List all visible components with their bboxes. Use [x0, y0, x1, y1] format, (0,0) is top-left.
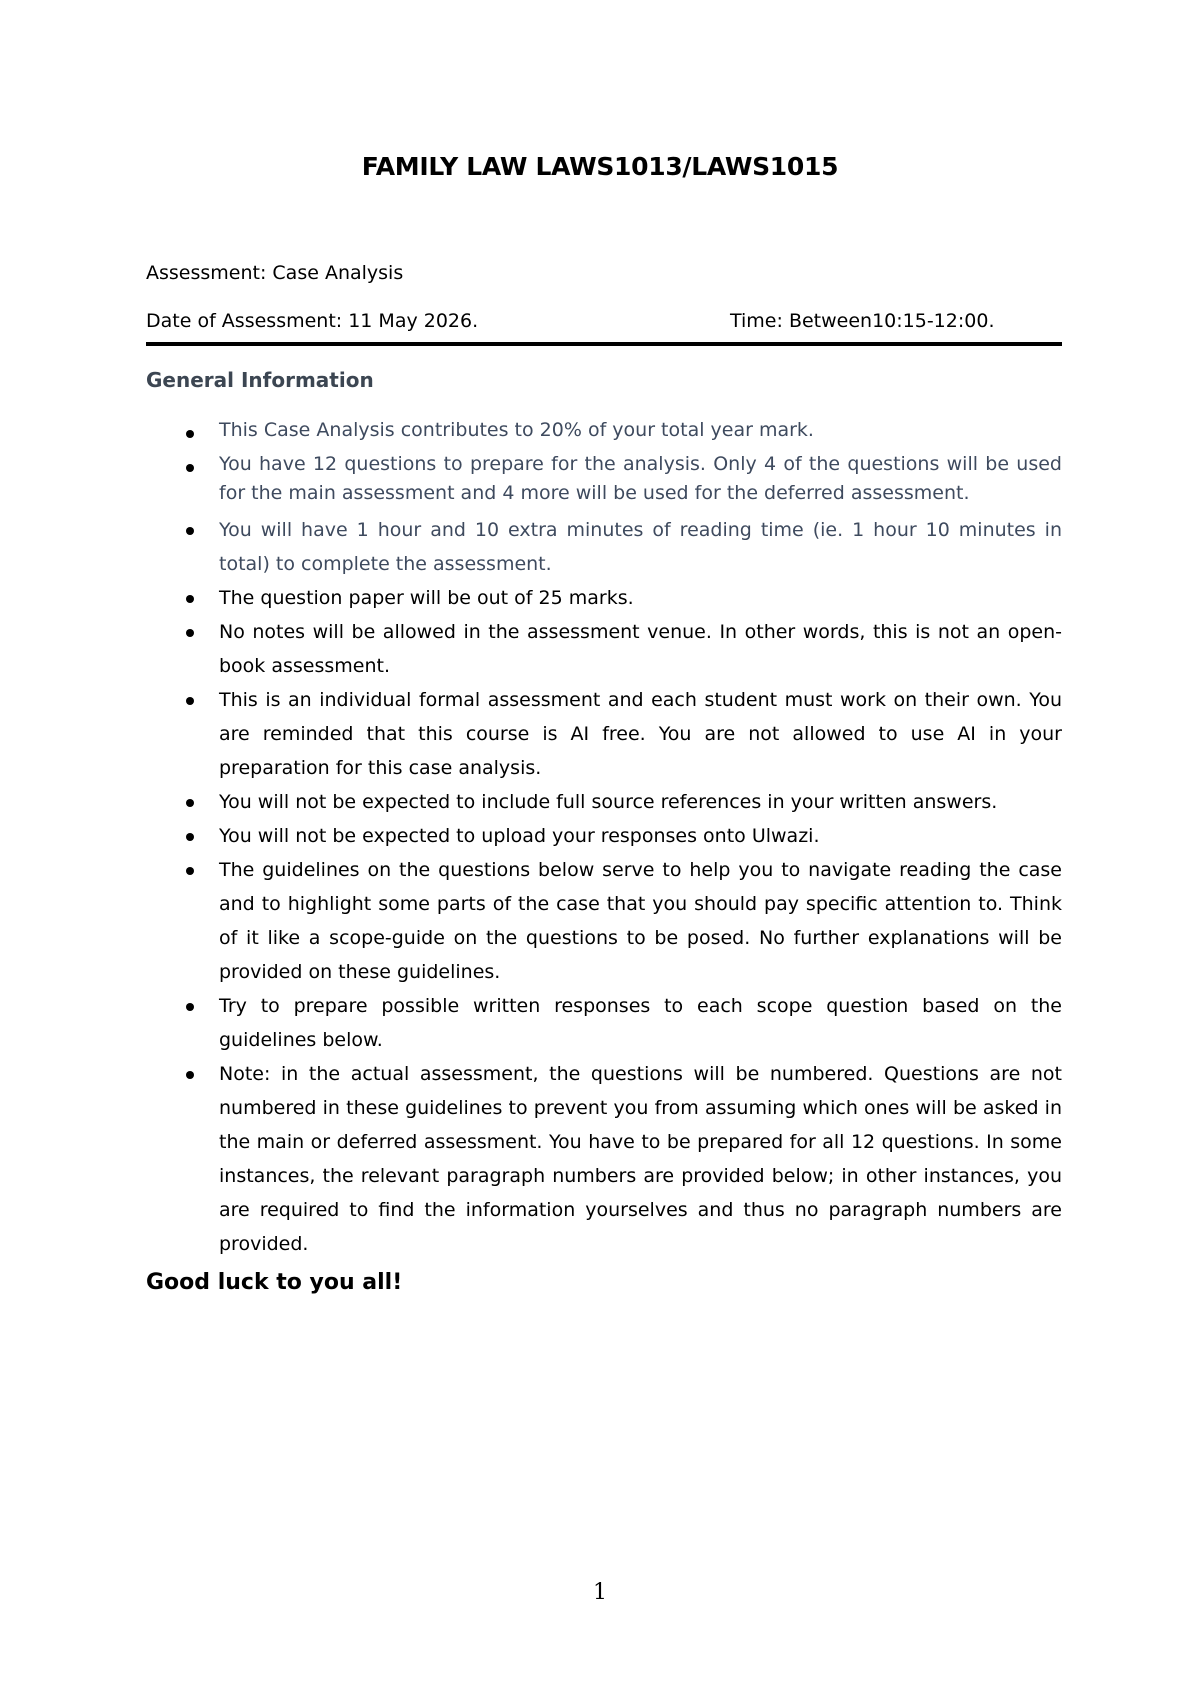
list-item-text: You will not be expected to include full source references in your written answers. [219, 791, 998, 813]
list-item [146, 450, 1062, 508]
bullet-icon [186, 833, 194, 841]
list-item-text: This Case Analysis contributes to 20% of your total year mark. [219, 419, 814, 441]
list-item [146, 581, 1062, 615]
general-information-list [146, 416, 1062, 1261]
list-item [146, 853, 1062, 989]
list-item-text: No notes will be allowed in the assessment venue. In other words, this is not an open-book assessment. [219, 621, 1062, 677]
list-item-text: The question paper will be out of 25 marks. [219, 587, 634, 609]
bullet-icon [186, 430, 194, 438]
list-item-text: This is an individual formal assessment and each student must work on their own. You are reminded that this course is AI free. You are not allowed to use AI in your preparation for this case analysis. [219, 689, 1062, 779]
bullet-icon [186, 799, 194, 807]
list-item [146, 615, 1062, 683]
list-item-text: You will not be expected to upload your responses onto Ulwazi. [219, 825, 820, 847]
bullet-icon [186, 527, 194, 535]
list-item [146, 416, 1062, 445]
closing-message: Good luck to you all! [146, 1270, 403, 1295]
list-item [146, 683, 1062, 785]
page-number: 1 [593, 1580, 607, 1605]
assessment-time: Time: Between10:15-12:00. [730, 310, 995, 332]
bullet-icon [186, 1071, 194, 1079]
bullet-icon [186, 1003, 194, 1011]
bullet-icon [186, 464, 194, 472]
list-item-text: You will have 1 hour and 10 extra minutes of reading time (ie. 1 hour 10 minutes in total) to complete the assessment. [219, 519, 1062, 575]
list-item-text: Try to prepare possible written responses to each scope question based on the guidelines below. [219, 995, 1062, 1051]
list-item-text: You have 12 questions to prepare for the analysis. Only 4 of the questions will be used for the main assessment and 4 more will be used for the deferred assessment. [219, 453, 1062, 504]
list-item [146, 785, 1062, 819]
list-item-text: The guidelines on the questions below serve to help you to navigate reading the case and to highlight some parts of the case that you should pay specific attention to. Think of it like a scope-guide on the questions to be posed. No further explanations will be provided on these guidelines. [219, 859, 1062, 983]
bullet-icon [186, 629, 194, 637]
date-of-assessment: Date of Assessment: 11 May 2026. [146, 310, 479, 332]
list-item [146, 989, 1062, 1057]
list-item [146, 819, 1062, 853]
assessment-type: Assessment: Case Analysis [146, 262, 404, 284]
bullet-icon [186, 697, 194, 705]
document-title: FAMILY LAW LAWS1013/LAWS1015 [361, 152, 839, 181]
list-item [146, 1057, 1062, 1261]
general-information-heading: General Information [146, 368, 374, 392]
list-item-text: Note: in the actual assessment, the questions will be numbered. Questions are not numbered in these guidelines to prevent you from assuming which ones will be asked in the main or deferred assessment. You have to be prepared for all 12 questions. In some instances, the relevant paragraph numbers are provided below; in other instances, you are required to find the information yourselves and thus no paragraph numbers are provided. [219, 1063, 1062, 1255]
bullet-icon [186, 867, 194, 875]
bullet-icon [186, 595, 194, 603]
date-time-row [146, 310, 1062, 346]
list-item [146, 513, 1062, 581]
